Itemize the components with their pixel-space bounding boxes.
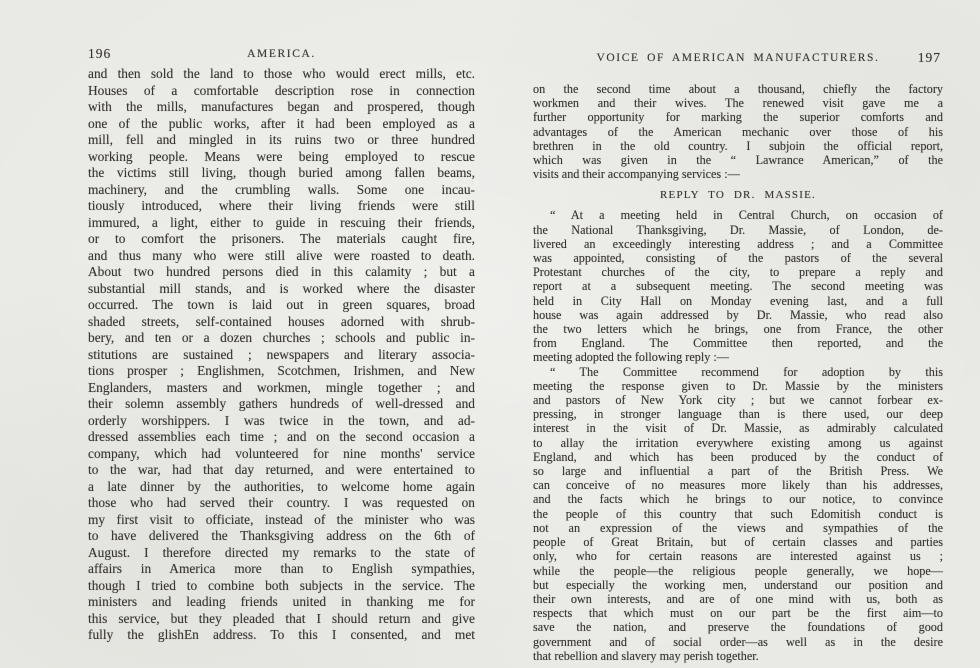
text-line: respects that which must on our part be the first aim—to (533, 606, 943, 621)
right-page (533, 50, 943, 663)
text-line: meeting adopted the following reply :— (533, 350, 729, 365)
text-line: house was again addressed by Dr. Massie, who read also (533, 307, 943, 322)
left-page (88, 46, 475, 644)
text-line: but especially the working men, understand our position and (533, 577, 943, 592)
left-running-header (88, 46, 475, 64)
text-line: affairs in America more than to English sympathies, (88, 561, 475, 576)
text-line: and pastors of New York city ; but we cannot forbear ex- (533, 393, 943, 408)
text-line: their own interests, and are of one mind with us, both as (533, 591, 943, 606)
text-line: one of the public works, after it had been employed as a (88, 115, 475, 131)
text-line: and the facts which he brings to our notice, to convince (533, 492, 943, 507)
text-line: “ At a meeting held in Central Church, on occasion of (550, 208, 943, 223)
left-page-number: 196 (88, 46, 112, 61)
text-line: August. I therefore directed my remarks to the state of (88, 544, 475, 560)
text-line: ministers and leading friends united in thanking me for (88, 594, 475, 609)
text-line: company, which had volunteered for nine months' service (88, 445, 475, 461)
text-line: brethren in the old country. I subjoin the official report, (533, 138, 943, 153)
text-line: fully the glishEn address. To this I consented, and met (88, 627, 475, 642)
left-page-body (88, 66, 475, 644)
text-line: on the second time about a thousand, chiefly the factory (533, 82, 943, 96)
text-line: the National Thanksgiving, Dr. Massie, of London, de- (533, 222, 943, 237)
text-line: government and of social order—as well as in the desire (533, 634, 943, 649)
text-line: though I tried to combine both subjects in the service. The (88, 577, 475, 593)
text-line: mill, fell and mingled in its ruins two or three hundred (88, 132, 475, 147)
text-line: while the people—the religious people generally, we hope— (533, 563, 943, 578)
text-line: interest in the visit of Dr. Massie, as admirably calculated (533, 421, 943, 436)
text-line: meeting the response given to Dr. Massie by the ministers (533, 378, 943, 393)
text-line: Englanders, masters and workmen, mingle together ; and (88, 379, 475, 395)
text-line: tions prosper ; Englishmen, Scotchmen, Irishmen, and New (88, 363, 475, 378)
paragraph (533, 82, 943, 181)
text-line: dressed assemblies each time ; and on the second occasion a (88, 429, 475, 444)
text-line: save the nation, and preserve the foundations of good (533, 620, 943, 635)
right-running-header (533, 50, 943, 68)
text-line: to have delivered the Thanksgiving address on the 6th of (88, 528, 475, 543)
left-running-head: AMERICA. (247, 48, 316, 60)
text-line: livered an exceedingly interesting address ; and a Committee (533, 236, 943, 251)
text-line: immured, a light, either to guide in rescuing their friends, (88, 214, 475, 230)
text-line: workmen and their wives. The renewed visit gave me a (533, 96, 943, 111)
paragraph (533, 365, 943, 663)
text-line: not an expression of the views and sympathies of the (533, 520, 943, 535)
text-line: “ The Committee recommend for adoption by this (550, 364, 943, 379)
text-line: tiously introduced, where their living friends were still (88, 198, 475, 213)
text-line: and then sold the land to those who would erect mills, etc. (88, 66, 475, 81)
paragraph (533, 208, 943, 364)
text-line: shaded streets, self-contained houses adorned with shrub- (88, 313, 475, 329)
text-line: to allay the irritation everywhere existing among us against (533, 435, 943, 450)
text-line: the two letters which he brings, one from France, the other (533, 322, 943, 337)
text-line: or to comfort the prisoners. The materials caught fire, (88, 231, 475, 246)
text-line: pressing, in stronger language than is there used, our deep (533, 407, 943, 422)
text-line: this service, but they pleaded that I should return and give (88, 610, 475, 626)
text-line: stitutions are sustained ; newspapers and literary associa- (88, 346, 475, 362)
text-line: visits and their accompanying services :— (533, 167, 740, 182)
text-line: bery, and ten or a dozen churches ; schools and public in- (88, 330, 475, 345)
text-line: from England. The Committee then reported, and the (533, 336, 943, 351)
text-line: further opportunity for marking the superior comforts and (533, 110, 943, 125)
text-line: machinery, and the crumbling walls. Some one incau- (88, 181, 475, 197)
text-line: was appointed, consisting of the pastors of the several (533, 251, 943, 266)
text-line: with the mills, manufactures began and prospered, though (88, 99, 475, 114)
right-page-body (533, 82, 943, 663)
text-line: Protestant churches of the city, to prepare a reply and (533, 265, 943, 280)
text-line: Houses of a comfortable description rose in connection (88, 82, 475, 98)
right-running-head: VOICE OF AMERICAN MANUFACTURERS. (596, 52, 880, 64)
text-line: which was given in the “ Lawrance American,” of the (533, 153, 943, 168)
right-page-number: 197 (917, 50, 941, 65)
text-line: orderly worshippers. I was twice in the town, and ad- (88, 412, 475, 428)
text-line: people of Great Britain, but of certain classes and parties (533, 535, 943, 550)
text-line: that rebellion and slavery may perish together. (533, 648, 759, 663)
text-line: to the war, had that day returned, and were entertained to (88, 462, 475, 477)
section-heading: REPLY TO DR. MASSIE. (660, 189, 816, 202)
text-line: the people of this country that such Edomitish conduct is (533, 506, 943, 521)
text-line: my first visit to officiate, instead of the minister who was (88, 511, 475, 527)
text-line: held in City Hall on Monday evening last, and a full (533, 293, 943, 308)
text-line: a late dinner by the authorities, to welcome home again (88, 478, 475, 494)
text-line: so large and influential a part of the British Press. We (533, 464, 943, 479)
text-line: the victims still living, though buried among fallen beams, (88, 165, 475, 180)
text-line: About two hundred persons died in this calamity ; but a (88, 264, 475, 279)
text-line: and thus many who were still alive were roasted to death. (88, 247, 475, 263)
text-line: advantages of the American mechanic over those of his (533, 124, 943, 139)
text-line: working people. Means were being employed to rescue (88, 148, 475, 164)
text-line: can conceive of no measures more likely than his addresses, (533, 478, 943, 493)
text-line: report at a subsequent meeting. The second meeting was (533, 279, 943, 294)
text-line: England, and which has been produced by the conduct of (533, 449, 943, 464)
text-line: substantial mill stands, and is worked where the disaster (88, 280, 475, 296)
paragraph (88, 66, 475, 644)
text-line: those who had served their country. I was requested on (88, 495, 475, 510)
text-line: only, who for certain reasons are interested against us ; (533, 549, 943, 564)
text-line: their solemn assembly gathers hundreds of well-dressed and (88, 396, 475, 411)
text-line: occurred. The town is laid out in green squares, broad (88, 297, 475, 312)
